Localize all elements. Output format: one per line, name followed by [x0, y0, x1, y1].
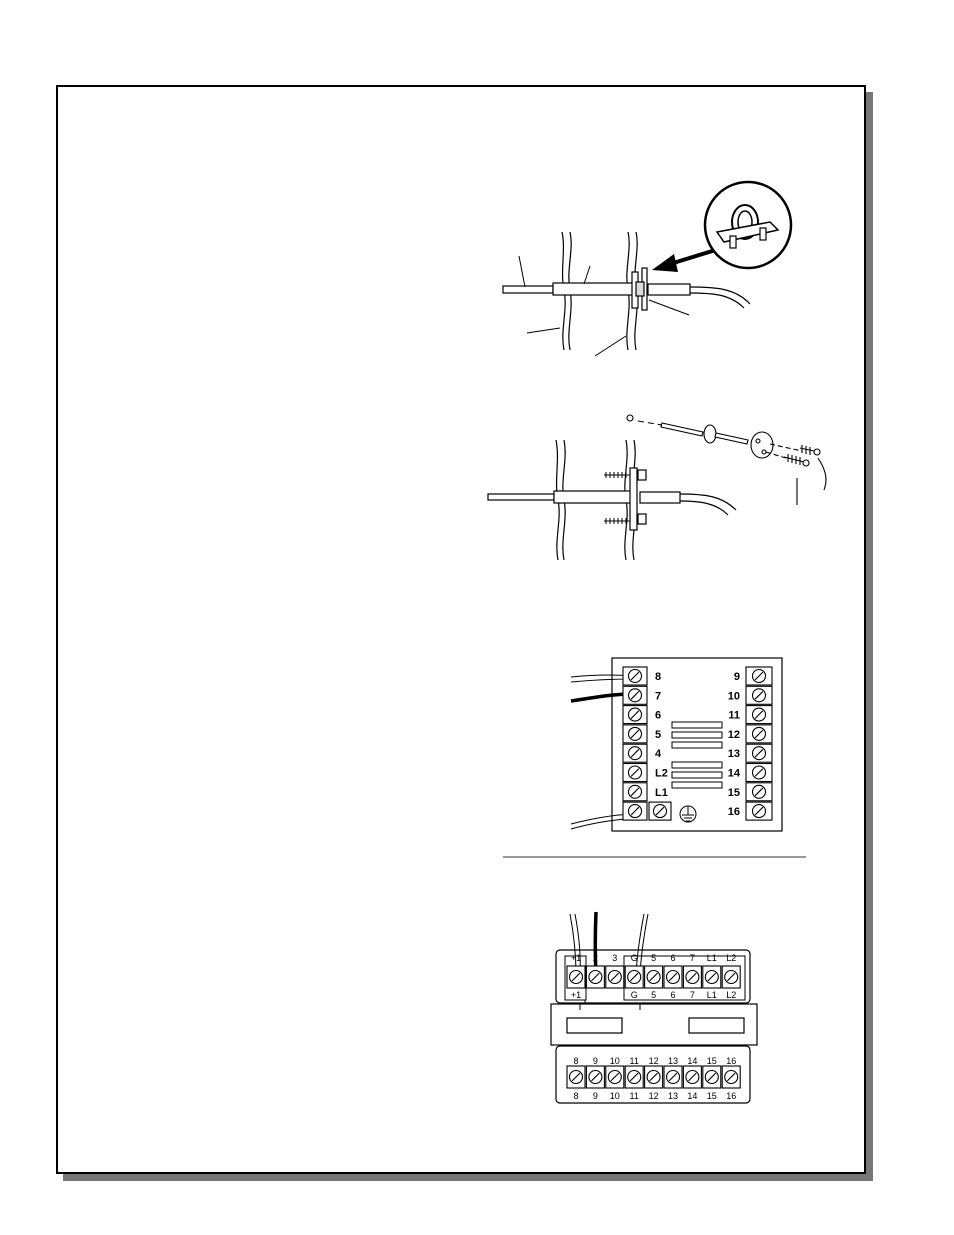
- terminal-label: 5: [651, 953, 657, 963]
- terminal-label: 12: [648, 1056, 659, 1066]
- terminal-screw: [722, 966, 740, 988]
- terminal-label: 12: [648, 1091, 659, 1101]
- terminal-screw: [567, 1066, 585, 1088]
- terminal-label: 10: [727, 690, 740, 703]
- terminal-label: L2: [655, 767, 668, 780]
- terminal-label: 15: [727, 786, 740, 799]
- bottom-terminals: [567, 1056, 740, 1101]
- terminal-label: 7: [689, 953, 695, 963]
- terminal-label: 16: [726, 1091, 737, 1101]
- terminal-label: 11: [728, 709, 740, 722]
- terminal-screw: [664, 966, 682, 988]
- label-window: [689, 1018, 744, 1033]
- terminal-screw: [625, 1066, 643, 1088]
- terminal-screw: [625, 966, 643, 988]
- terminal-label: 8: [655, 671, 662, 683]
- terminal-label: 14: [687, 1091, 698, 1101]
- terminal-screw: [703, 966, 721, 988]
- terminal-screw: [586, 966, 604, 988]
- terminal-label: 16: [727, 806, 740, 819]
- terminal-label: L2: [726, 990, 737, 1000]
- terminal-label: 15: [706, 1091, 717, 1101]
- terminal-label: G: [630, 953, 638, 963]
- terminal-screw: [606, 966, 624, 988]
- terminal-label: 2: [592, 953, 598, 963]
- terminal-label: L1: [655, 786, 668, 799]
- terminal-label: 12: [727, 728, 740, 741]
- terminal-screw: [645, 966, 663, 988]
- terminal-label: 13: [667, 1056, 679, 1066]
- terminal-label: 7: [655, 690, 662, 703]
- terminal-label: 10: [609, 1091, 620, 1101]
- terminal-screw: [645, 1066, 663, 1088]
- terminal-label: 4: [655, 748, 662, 761]
- terminal-label: +1: [570, 953, 582, 963]
- terminal-label: 9: [592, 1091, 598, 1101]
- terminal-label: 6: [670, 990, 676, 1000]
- label-window: [567, 1018, 622, 1033]
- terminal-label: 5: [651, 990, 657, 1000]
- terminal-label: 9: [733, 671, 740, 683]
- terminal-screw: [683, 1066, 701, 1088]
- terminal-label: 8: [573, 1091, 579, 1101]
- terminal-label: 6: [670, 953, 676, 963]
- terminal-label: L1: [706, 990, 717, 1000]
- terminal-screw: [664, 1066, 682, 1088]
- terminal-label: 16: [726, 1056, 737, 1066]
- terminal-label: 11: [629, 1091, 639, 1101]
- terminal-label: 11: [629, 1056, 639, 1066]
- terminal-screw: [703, 1066, 721, 1088]
- terminal-label: 14: [727, 767, 740, 780]
- terminal-label: G: [630, 990, 638, 1000]
- terminal-label: 5: [655, 728, 662, 741]
- terminal-label: 8: [573, 1056, 579, 1066]
- terminal-label: 7: [689, 990, 695, 1000]
- terminal-label: +1: [570, 990, 582, 1000]
- terminal-screw: [606, 1066, 624, 1088]
- terminal-label: 14: [687, 1056, 698, 1066]
- terminal-label: 15: [706, 1056, 717, 1066]
- terminal-label: 13: [727, 748, 740, 761]
- terminal-label: 6: [655, 709, 662, 722]
- terminal-label: 3: [612, 953, 618, 963]
- terminal-label: L1: [706, 953, 717, 963]
- terminal-label: 13: [667, 1091, 679, 1101]
- terminal-screw: [567, 966, 585, 988]
- terminal-screw: [586, 1066, 604, 1088]
- terminal-label: 10: [609, 1056, 620, 1066]
- terminal-screw: [722, 1066, 740, 1088]
- terminal-label: 9: [592, 1056, 598, 1066]
- terminal-screw: [683, 966, 701, 988]
- terminal-label: L2: [726, 953, 737, 963]
